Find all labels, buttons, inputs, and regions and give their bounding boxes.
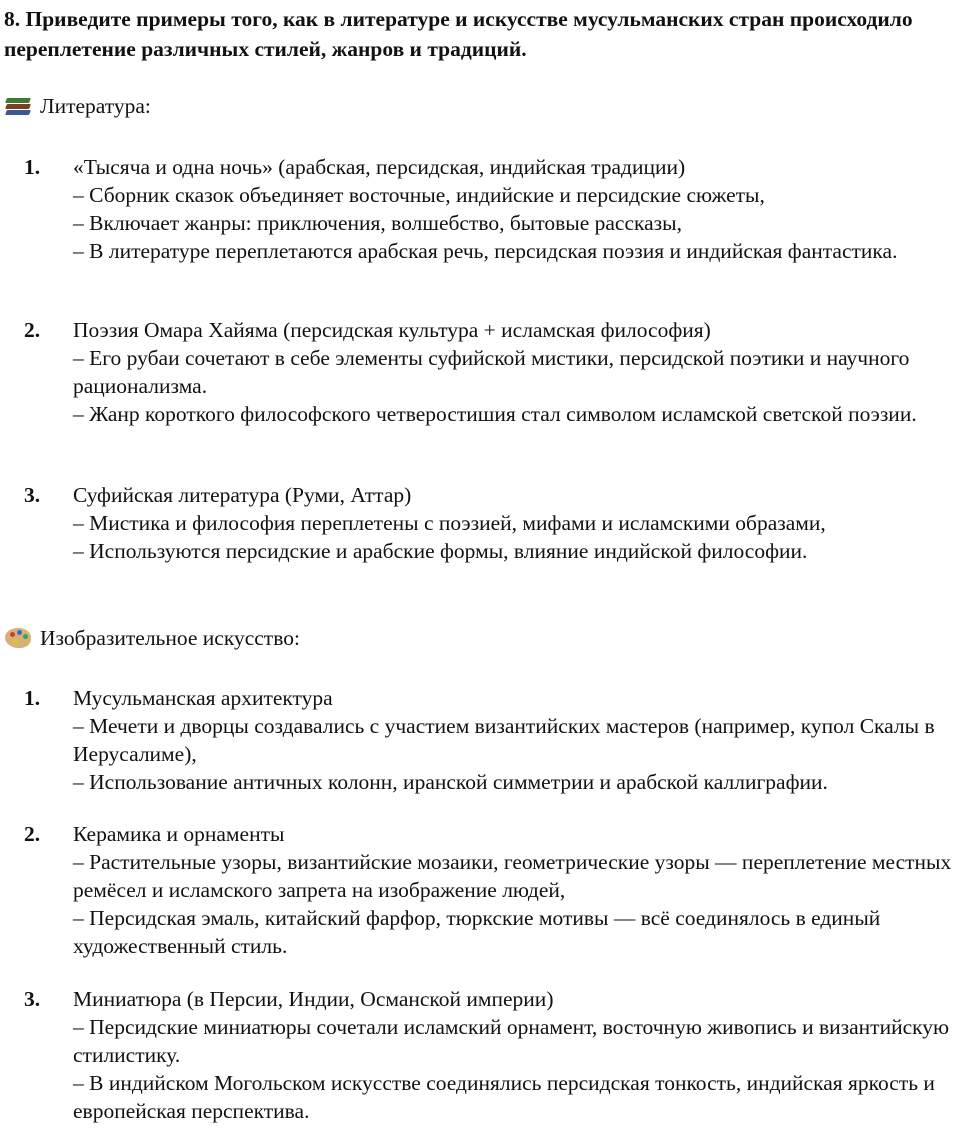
question-title: 8. Приведите примеры того, как в литературе и искусстве мусульманских стран происходило переплетение различных стилей, жанров и традиций. bbox=[4, 7, 913, 61]
section-heading-visual-arts bbox=[4, 624, 300, 652]
list-item-line: – Включает жанры: приключения, волшебство, бытовые рассказы, bbox=[73, 211, 682, 235]
list-item-number: 1. bbox=[24, 686, 41, 710]
list-item-number: 2. bbox=[24, 822, 41, 846]
list-item-body bbox=[73, 481, 958, 565]
books-icon bbox=[4, 94, 34, 118]
list-item-line: Суфийская литература (Руми, Аттар) bbox=[73, 483, 412, 507]
list-item-line: – Сборник сказок объединяет восточные, индийские и персидские сюжеты, bbox=[73, 183, 765, 207]
list-item-line: Миниатюра (в Персии, Индии, Османской империи) bbox=[73, 987, 554, 1011]
list-item-body bbox=[73, 684, 958, 796]
list-item-line: – Персидская эмаль, китайский фарфор, тюркские мотивы — всё соединялось в единый художественный стиль. bbox=[73, 906, 881, 958]
list-item-line: Мусульманская архитектура bbox=[73, 686, 333, 710]
list-item-body bbox=[73, 820, 958, 960]
list-item-number: 1. bbox=[24, 155, 41, 179]
list-item-line: – Использование античных колонн, иранской симметрии и арабской каллиграфии. bbox=[73, 770, 828, 794]
list-item-line: Керамика и орнаменты bbox=[73, 822, 285, 846]
list-item-line: – Растительные узоры, византийские мозаики, геометрические узоры — переплетение местных ремёсел и исламского запрета на изображение людей, bbox=[73, 850, 952, 902]
list-item-line: – Используются персидские и арабские формы, влияние индийской философии. bbox=[73, 539, 808, 563]
list-item-number: 2. bbox=[24, 318, 41, 342]
list-item-line: – Его рубаи сочетают в себе элементы суфийской мистики, персидской поэтики и научного рационализма. bbox=[73, 346, 910, 398]
section-heading-literature bbox=[4, 92, 151, 120]
list-item-number: 3. bbox=[24, 483, 41, 507]
section-heading-label: Изобразительное искусство: bbox=[40, 626, 300, 650]
list-item-line: – В литературе переплетаются арабская речь, персидская поэзия и индийская фантастика. bbox=[73, 239, 898, 263]
list-item-line: Поэзия Омара Хайяма (персидская культура + исламская философия) bbox=[73, 318, 711, 342]
list-item-number: 3. bbox=[24, 987, 41, 1011]
list-item-line: – Жанр короткого философского четверостишия стал символом исламской светской поэзии. bbox=[73, 402, 917, 426]
palette-icon bbox=[4, 626, 34, 650]
list-item-line: – В индийском Могольском искусстве соединялись персидская тонкость, индийская яркость и европейская перспектива. bbox=[73, 1071, 935, 1123]
list-item-line: «Тысяча и одна ночь» (арабская, персидская, индийская традиции) bbox=[73, 155, 686, 179]
list-item-line: – Персидские миниатюры сочетали исламский орнамент, восточную живопись и византийскую стилистику. bbox=[73, 1015, 950, 1067]
section-heading-label: Литература: bbox=[40, 94, 151, 118]
list-item-body bbox=[73, 985, 958, 1125]
list-item-line: – Мечети и дворцы создавались с участием византийских мастеров (например, купол Скалы в Иерусалиме), bbox=[73, 714, 935, 766]
list-item-body bbox=[73, 153, 958, 265]
list-item-line: – Мистика и философия переплетены с поэзией, мифами и исламскими образами, bbox=[73, 511, 826, 535]
list-item-body bbox=[73, 316, 958, 428]
